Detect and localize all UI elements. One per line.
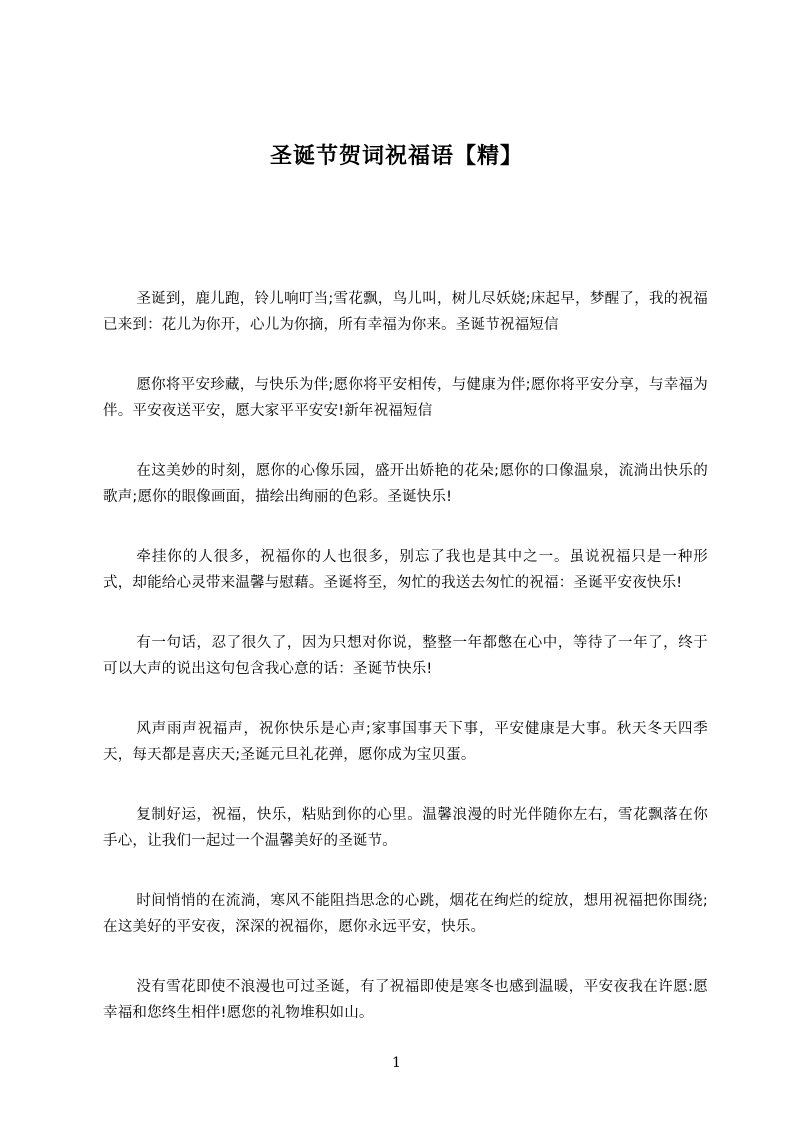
paragraph-1: 圣诞到，鹿儿跑，铃儿响叮当;雪花飘，鸟儿叫，树儿尽妖娆;床起早，梦醒了，我的祝福已来到：花儿为你开，心儿为你摘，所有幸福为你来。圣诞节祝福短信 bbox=[103, 291, 708, 333]
document-body bbox=[103, 286, 708, 1060]
paragraph-9: 没有雪花即使不浪漫也可过圣诞，有了祝福即使是寒冬也感到温暖，平安夜我在许愿:愿幸福和您终生相伴!愿您的礼物堆积如山。 bbox=[103, 979, 708, 1021]
document-title: 圣诞节贺词祝福语【精】 bbox=[269, 144, 523, 169]
paragraph-3: 在这美妙的时刻，愿你的心像乐园，盛开出娇艳的花朵;愿你的口像温泉，流淌出快乐的歌声;愿你的眼像画面，描绘出绚丽的色彩。圣诞快乐! bbox=[103, 463, 708, 505]
paragraph-4: 牵挂你的人很多，祝福你的人也很多，别忘了我也是其中之一。虽说祝福只是一种形式，却能给心灵带来温馨与慰藉。圣诞将至，匆忙的我送去匆忙的祝福：圣诞平安夜快乐! bbox=[103, 549, 708, 591]
paragraph-6: 风声雨声祝福声，祝你快乐是心声;家事国事天下事，平安健康是大事。秋天冬天四季天，每天都是喜庆天;圣诞元旦礼花弹，愿你成为宝贝蛋。 bbox=[103, 721, 708, 763]
paragraph-7: 复制好运，祝福，快乐，粘贴到你的心里。温馨浪漫的时光伴随你左右，雪花飘落在你手心，让我们一起过一个温馨美好的圣诞节。 bbox=[103, 807, 708, 849]
paragraph-2: 愿你将平安珍藏，与快乐为伴;愿你将平安相传，与健康为伴;愿你将平安分享，与幸福为伴。平安夜送平安，愿大家平平安安!新年祝福短信 bbox=[103, 377, 708, 419]
paragraph-5: 有一句话，忍了很久了，因为只想对你说，整整一年都憋在心中，等待了一年了，终于可以大声的说出这句包含我心意的话：圣诞节快乐! bbox=[103, 635, 708, 677]
page-number: 1 bbox=[392, 1055, 401, 1071]
paragraph-8: 时间悄悄的在流淌，寒风不能阻挡思念的心跳，烟花在绚烂的绽放，想用祝福把你围绕;在这美好的平安夜，深深的祝福你，愿你永远平安，快乐。 bbox=[103, 893, 708, 935]
